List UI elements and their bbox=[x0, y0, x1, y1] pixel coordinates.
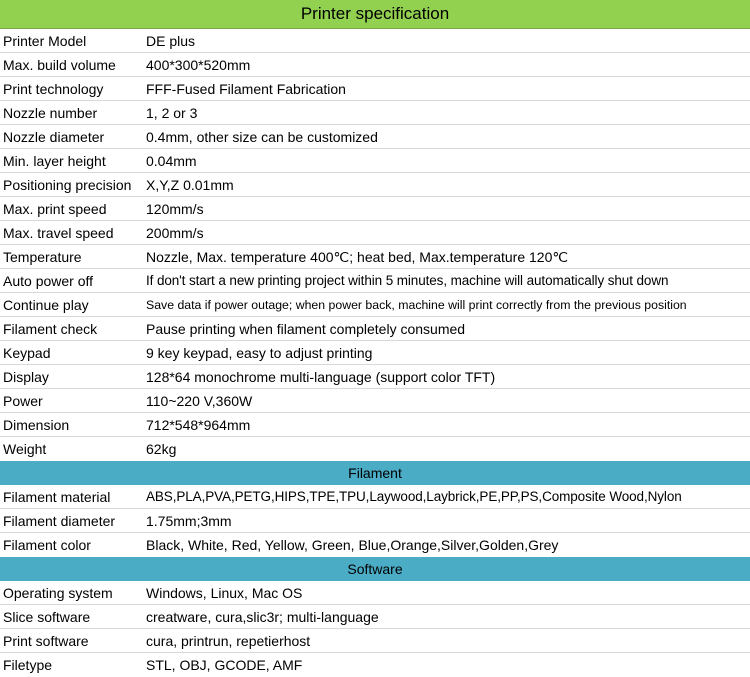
spec-label: Filament material bbox=[3, 489, 111, 505]
spec-label: Filetype bbox=[3, 657, 53, 673]
spec-label: Dimension bbox=[3, 417, 70, 433]
spec-value: creatware, cura,slic3r; multi-language bbox=[146, 609, 379, 625]
spec-row bbox=[0, 533, 750, 557]
software-section bbox=[0, 581, 750, 677]
spec-label: Slice software bbox=[3, 609, 91, 625]
spec-row bbox=[0, 485, 750, 509]
spec-value: 120mm/s bbox=[146, 201, 204, 217]
spec-row bbox=[0, 581, 750, 605]
spec-label: Positioning precision bbox=[3, 177, 132, 193]
spec-value: Pause printing when filament completely consumed bbox=[146, 321, 466, 337]
printer-section bbox=[0, 29, 750, 461]
spec-value: 62kg bbox=[146, 441, 177, 457]
spec-value: 0.4mm, other size can be customized bbox=[146, 129, 378, 145]
spec-value: cura, printrun, repetierhost bbox=[146, 633, 311, 649]
filament-section bbox=[0, 485, 750, 557]
spec-value: X,Y,Z 0.01mm bbox=[146, 177, 234, 193]
spec-value: 0.04mm bbox=[146, 153, 197, 169]
spec-label: Filament diameter bbox=[3, 513, 116, 529]
software-heading: Software bbox=[0, 557, 750, 581]
spec-row bbox=[0, 125, 750, 149]
spec-label: Filament color bbox=[3, 537, 91, 553]
spec-row bbox=[0, 29, 750, 53]
spec-value: If don't start a new printing project within 5 minutes, machine will automatically shut down bbox=[146, 273, 669, 288]
spec-row bbox=[0, 509, 750, 533]
spec-row bbox=[0, 53, 750, 77]
spec-value: Save data if power outage; when power back, machine will print correctly from the previous position bbox=[146, 298, 687, 312]
spec-value: 400*300*520mm bbox=[146, 57, 251, 73]
spec-label: Auto power off bbox=[3, 273, 94, 289]
spec-value: Black, White, Red, Yellow, Green, Blue,Orange,Silver,Golden,Grey bbox=[146, 537, 559, 553]
spec-row bbox=[0, 221, 750, 245]
spec-row bbox=[0, 149, 750, 173]
filament-heading: Filament bbox=[0, 461, 750, 485]
spec-label: Filament check bbox=[3, 321, 98, 337]
spec-label: Printer Model bbox=[3, 33, 87, 49]
spec-row bbox=[0, 653, 750, 677]
spec-value: ABS,PLA,PVA,PETG,HIPS,TPE,TPU,Laywood,Laybrick,PE,PP,PS,Composite Wood,Nylon bbox=[146, 489, 682, 504]
spec-row bbox=[0, 173, 750, 197]
spec-value: 200mm/s bbox=[146, 225, 204, 241]
spec-row bbox=[0, 101, 750, 125]
spec-value: 128*64 monochrome multi-language (support color TFT) bbox=[146, 369, 496, 385]
spec-row bbox=[0, 341, 750, 365]
spec-row bbox=[0, 365, 750, 389]
spec-label: Temperature bbox=[3, 249, 82, 265]
spec-title: Printer specification bbox=[0, 0, 750, 29]
spec-label: Max. print speed bbox=[3, 201, 107, 217]
spec-row bbox=[0, 77, 750, 101]
spec-row bbox=[0, 389, 750, 413]
spec-row bbox=[0, 605, 750, 629]
spec-label: Min. layer height bbox=[3, 153, 106, 169]
spec-row bbox=[0, 413, 750, 437]
spec-row bbox=[0, 269, 750, 293]
spec-value: 110~220 V,360W bbox=[146, 393, 253, 409]
spec-label: Nozzle diameter bbox=[3, 129, 105, 145]
spec-row bbox=[0, 197, 750, 221]
spec-label: Max. travel speed bbox=[3, 225, 114, 241]
spec-value: Windows, Linux, Mac OS bbox=[146, 585, 303, 601]
spec-label: Display bbox=[3, 369, 49, 385]
spec-label: Print software bbox=[3, 633, 89, 649]
spec-value: DE plus bbox=[146, 33, 196, 49]
spec-label: Continue play bbox=[3, 297, 89, 313]
spec-value: 9 key keypad, easy to adjust printing bbox=[146, 345, 373, 361]
spec-row bbox=[0, 437, 750, 461]
spec-label: Max. build volume bbox=[3, 57, 116, 73]
spec-value: FFF-Fused Filament Fabrication bbox=[146, 81, 346, 97]
spec-label: Keypad bbox=[3, 345, 51, 361]
spec-value: 1, 2 or 3 bbox=[146, 105, 198, 121]
spec-row bbox=[0, 245, 750, 269]
spec-value: 1.75mm;3mm bbox=[146, 513, 232, 529]
spec-label: Nozzle number bbox=[3, 105, 98, 121]
spec-value: Nozzle, Max. temperature 400℃; heat bed, Max.temperature 120℃ bbox=[146, 249, 569, 265]
spec-value: 712*548*964mm bbox=[146, 417, 251, 433]
spec-row bbox=[0, 629, 750, 653]
spec-row bbox=[0, 317, 750, 341]
spec-label: Power bbox=[3, 393, 43, 409]
spec-row bbox=[0, 293, 750, 317]
spec-value: STL, OBJ, GCODE, AMF bbox=[146, 657, 303, 673]
spec-label: Weight bbox=[3, 441, 47, 457]
spec-label: Operating system bbox=[3, 585, 113, 601]
spec-label: Print technology bbox=[3, 81, 104, 97]
